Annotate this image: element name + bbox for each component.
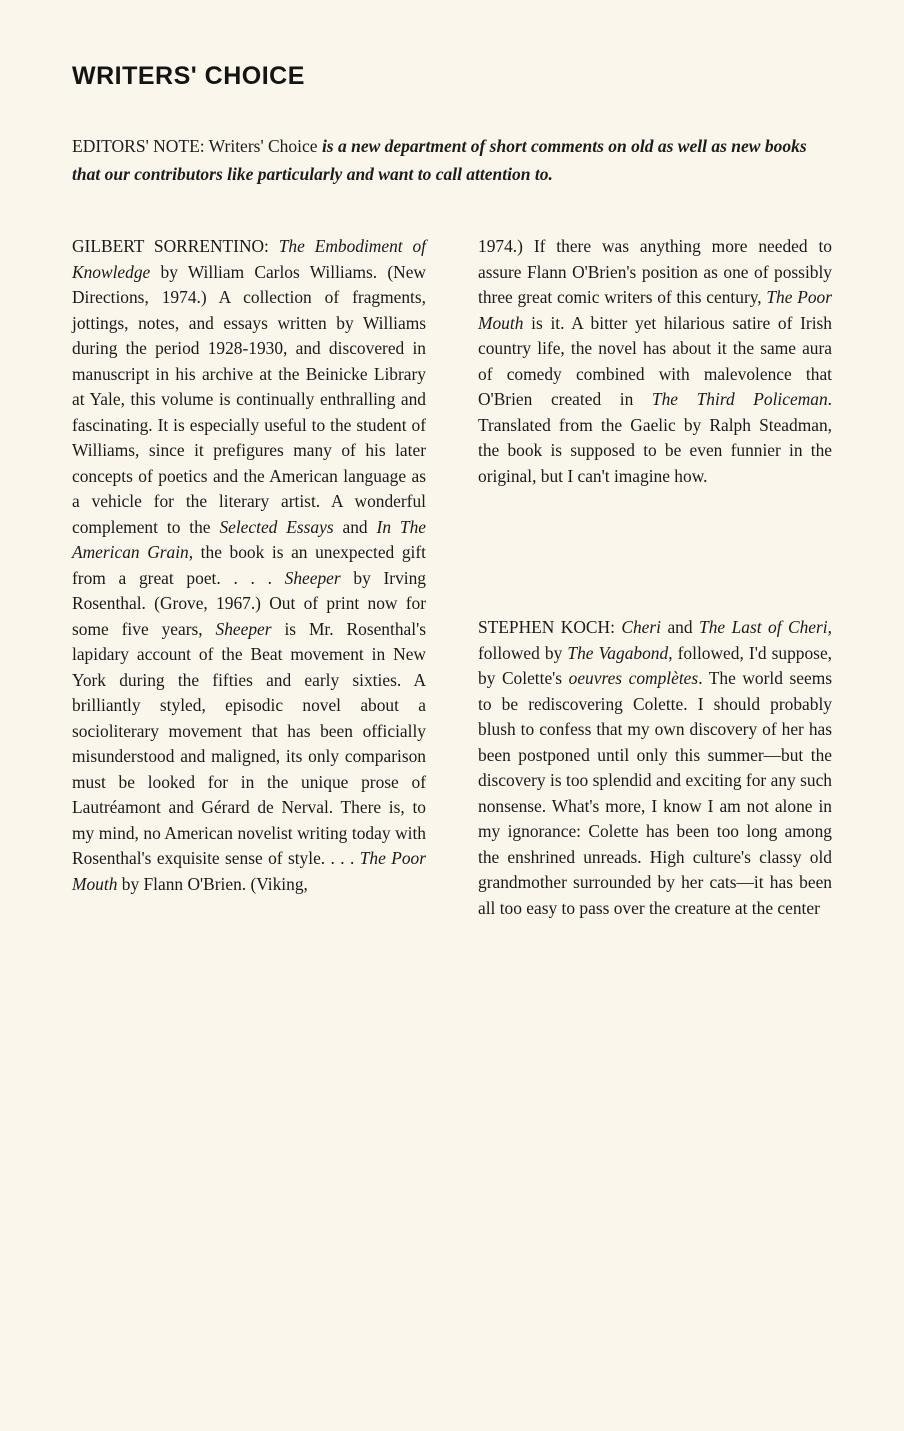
title-italic: oeuvres complètes xyxy=(568,668,699,689)
entry-text xyxy=(72,236,426,894)
body-text: by William Carlos Williams. (New Directions, 1974.) A collection of fragments, jottings, notes, and essays written by Williams during the period 1928-1930, and discovered in manuscript in his archive at the Beinicke Library at Yale, this volume is continually enthralling and fascinating. It is especially useful to the student of Williams, since it prefigures many of his later concepts of poetics and the American language as a vehicle for the literary artist. A wonderful complement to the xyxy=(72,261,426,537)
body-text: . The world seems to be rediscovering Colette. I should probably blush to confess that my own discovery of her has been postponed until only this summer—but the discovery is too splendid and exciting for any such nonsense. What's more, I know I am not alone in my ignorance: Colette has been too long among the enshrined unreads. High culture's classy old grandmother surrounded by her cats—it has been all too easy to pass over the creature at the center xyxy=(478,668,833,918)
entry-sorrentino-continued xyxy=(478,234,832,489)
editors-note-lead: Writers' Choice xyxy=(204,136,322,156)
title-italic: Sheeper xyxy=(284,567,341,588)
editors-note xyxy=(72,133,832,188)
title-italic: Selected Essays xyxy=(219,516,334,537)
title-italic: The Poor Mouth xyxy=(72,848,426,894)
body-text: and xyxy=(333,516,377,537)
body-text: by Flann O'Brien. (Viking, xyxy=(117,873,308,894)
entry-koch xyxy=(478,615,832,921)
title-italic: The Embodiment of Knowledge xyxy=(72,236,426,282)
editors-note-italic: is a new department of short comments on old as well as new books that our contributors like particularly and want to call attention to. xyxy=(72,136,807,184)
column-gap-spacer xyxy=(478,523,832,615)
title-italic: The Poor Mouth xyxy=(478,287,832,333)
entry-text xyxy=(478,236,832,486)
entry-sorrentino xyxy=(72,234,426,897)
title-italic: In The American Grain xyxy=(72,516,427,563)
body-text xyxy=(269,236,279,256)
page-title: WRITERS' CHOICE xyxy=(72,62,305,90)
body-text: is Mr. Rosenthal's lapidary account of the Beat movement in New York during the fifties and early sixties. A brilliantly styled, episodic novel about a socioliterary movement that has been officially misunderstood and maligned, its only comparison must be looked for in the unique prose of Lautréamont and Gérard de Nerval. There is, to my mind, no American novelist writing today with Rosenthal's exquisite sense of style. . . . xyxy=(72,618,426,869)
body-text: , the book is an unexpected gift from a great poet. . . . xyxy=(72,542,426,588)
body-text: by Irving Rosenthal. (Grove, 1967.) Out of print now for some five years, xyxy=(72,567,427,639)
body-text: and xyxy=(661,617,700,638)
body-text: . Translated from the Gaelic by Ralph Steadman, the book is supposed to be even funnier in the original, but I can't imagine how. xyxy=(478,389,832,486)
title-italic: The Third Policeman xyxy=(651,389,828,410)
title-italic: The Last of Cheri xyxy=(699,617,828,638)
editors-note-label: EDITORS' NOTE: xyxy=(72,136,205,156)
body-text: 1974.) If there was anything more needed to assure Flann O'Brien's position as one of possibly three great comic writers of this century, xyxy=(478,236,832,308)
body-text: is it. A bitter yet hilarious satire of Irish country life, the novel has about it the same aura of comedy combined with malevolence that O'Brien created in xyxy=(478,312,832,410)
entry-text xyxy=(478,617,832,918)
right-column xyxy=(478,234,832,921)
title-italic: Sheeper xyxy=(215,618,272,639)
entry-author: STEPHEN KOCH: xyxy=(478,617,615,638)
body-text: , followed, I'd suppose, by Colette's xyxy=(478,642,833,689)
body-text: , followed by xyxy=(478,617,832,663)
two-column-body xyxy=(72,234,832,921)
title-italic: The Vagabond xyxy=(567,642,669,663)
entry-author: GILBERT SORRENTINO: xyxy=(72,236,269,257)
title-italic: Cheri xyxy=(621,617,661,638)
left-column xyxy=(72,234,426,897)
